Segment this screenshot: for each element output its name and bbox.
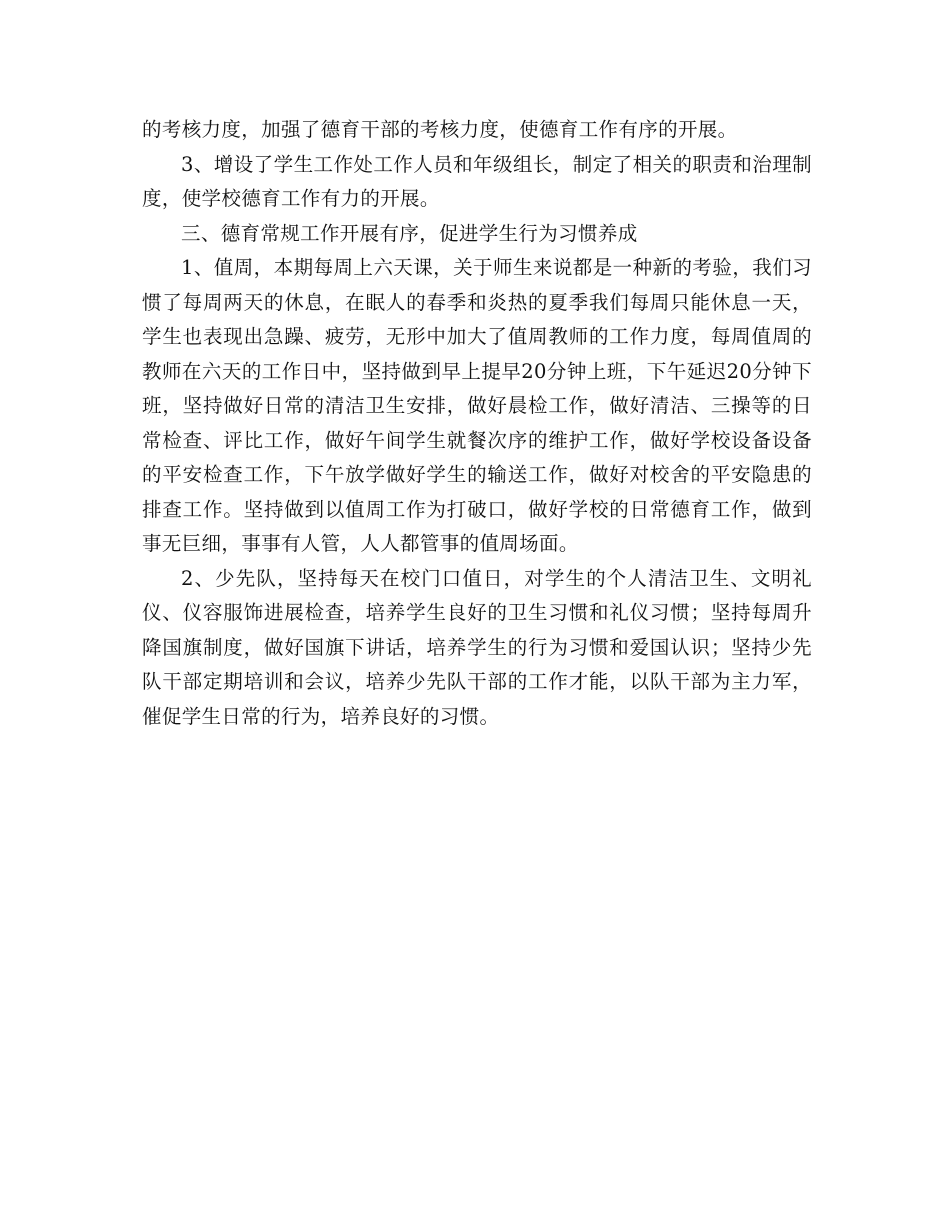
paragraph-continuation: 的考核力度，加强了德育干部的考核力度，使德育工作有序的开展。 <box>142 118 738 141</box>
document-page <box>142 113 812 734</box>
paragraph-item-1-duty-week: 1、值周，本期每周上六天课，关于师生来说都是一种新的考验，我们习惯了每周两天的休息，在眠人的春季和炎热的夏季我们每周只能休息一天，学生也表现出急躁、疲劳，无形中加大了值周教师的工作力度，每周值周的教师在六天的工作日中，坚持做到早上提早20分钟上班，下午延迟20分钟下班，坚持做好日常的清洁卫生安排，做好晨检工作，做好清洁、三操等的日常检查、评比工作，做好午间学生就餐次序的维护工作，做好学校设备设备的平安检查工作，下午放学做好学生的输送工作，做好对校舍的平安隐患的排查工作。坚持做到以值周工作为打破口，做好学校的日常德育工作，做到事无巨细，事事有人管，人人都管事的值周场面。 <box>142 256 812 555</box>
paragraph-item-2-young-pioneers: 2、少先队，坚持每天在校门口值日，对学生的个人清洁卫生、文明礼仪、仪容服饰进展检查，培养学生良好的卫生习惯和礼仪习惯；坚持每周升降国旗制度，做好国旗下讲话，培养学生的行为习惯和爱国认识；坚持少先队干部定期培训和会议，培养少先队干部的工作才能，以队干部为主力军，催促学生日常的行为，培养良好的习惯。 <box>142 566 812 728</box>
paragraph-item-3: 3、增设了学生工作处工作人员和年级组长，制定了相关的职责和治理制度，使学校德育工作有力的开展。 <box>142 152 812 210</box>
section-heading-3: 三、德育常规工作开展有序，促进学生行为习惯养成 <box>181 221 638 245</box>
